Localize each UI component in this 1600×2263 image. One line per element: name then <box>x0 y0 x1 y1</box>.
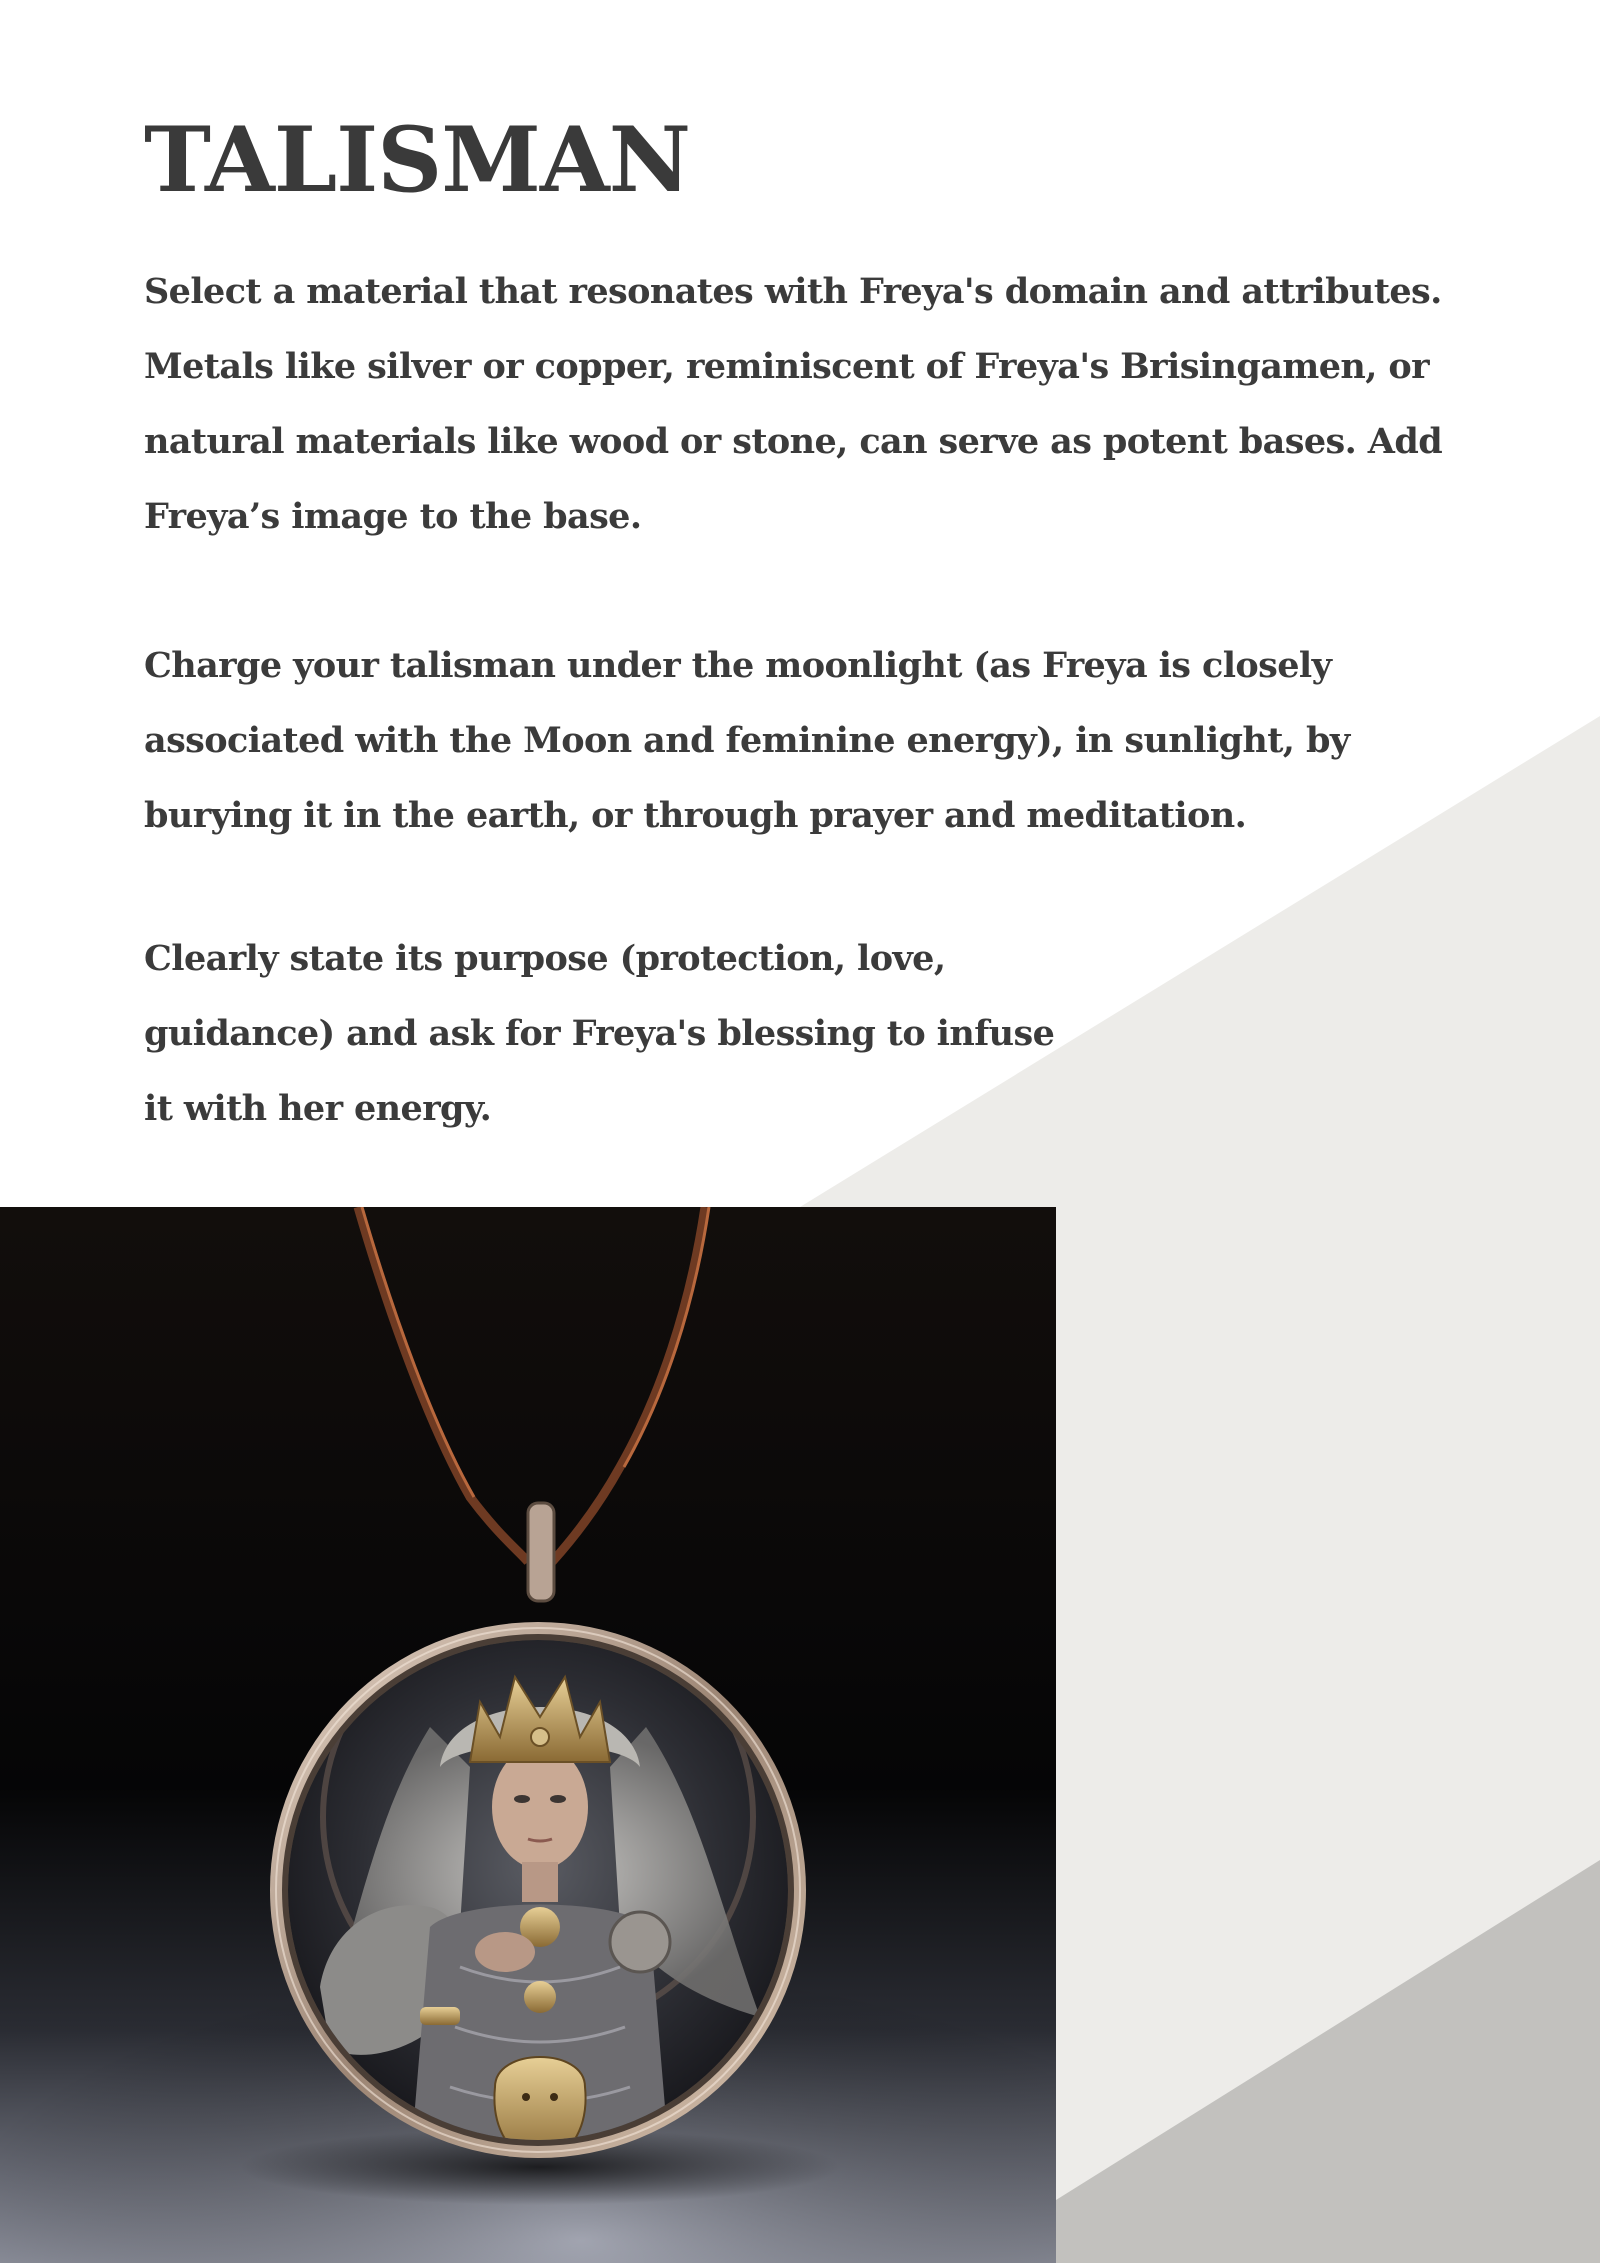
goddess-face <box>492 1745 588 1869</box>
goddess-eye-left <box>514 1795 530 1803</box>
pendant-bail <box>528 1503 554 1601</box>
lion-eye-left <box>522 2093 530 2101</box>
gold-bracelet <box>420 2007 460 2025</box>
goddess-neck <box>522 1862 558 1902</box>
lion-eye-right <box>550 2093 558 2101</box>
page-title: TALISMAN <box>144 107 690 213</box>
pendant-photo <box>0 1207 1056 2263</box>
paragraph-charge: Charge your talisman under the moonlight (as Freya is closely associated with the Moon and feminine energy), in sunlight, by burying it in the earth, or through prayer and meditation. <box>144 645 1350 836</box>
goddess-eye-right <box>550 1795 566 1803</box>
shoulder-guard-right <box>610 1912 670 1972</box>
goddess-hand <box>475 1932 535 1972</box>
paragraph-material: Select a material that resonates with Freya's domain and attributes. Metals like silver or copper, reminiscent of Freya's Brisingamen, or natural materials like wood or stone, can serve as potent bases. Add Freya’s image to the base. <box>144 271 1443 537</box>
chest-medallion-lower <box>524 1981 556 2013</box>
crown-jewel <box>531 1728 549 1746</box>
paragraph-purpose: Clearly state its purpose (protection, love, guidance) and ask for Freya's blessing to infuse it with her energy. <box>144 938 1055 1129</box>
text-content <box>144 100 1444 1146</box>
